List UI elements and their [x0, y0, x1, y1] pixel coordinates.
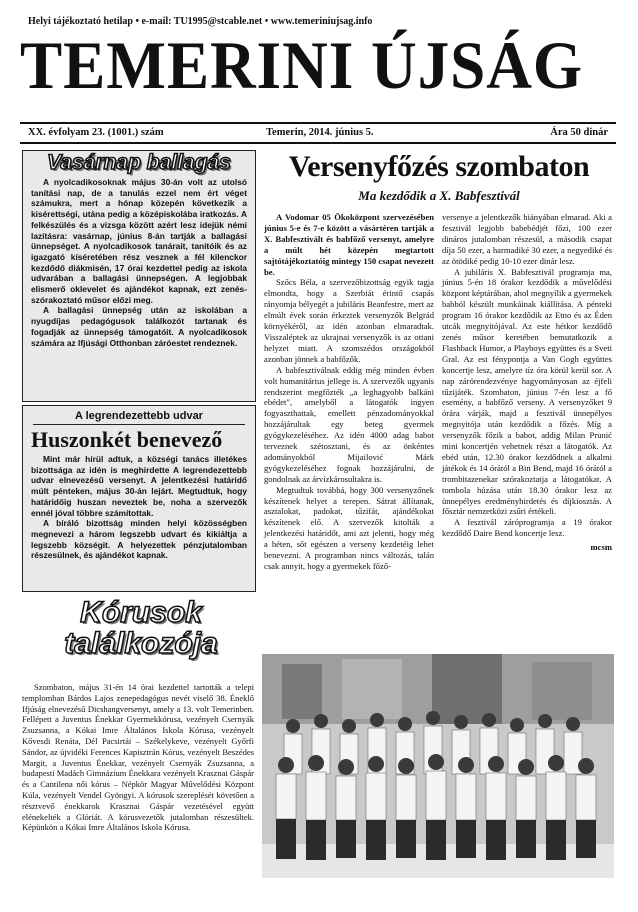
versenyfozes-subtitle: Ma kezdődik a X. Babfesztivál	[358, 188, 520, 203]
ballagas-text	[23, 175, 255, 348]
article-paragraph: A fesztivál záróprogramja a 19 órakor kezdődő Daire Bend koncertje lesz.	[442, 517, 612, 539]
masthead-tagline: Helyi tájékoztató hetilap • e-mail: TU1995@stcable.net • www.temeriniujsag.info	[28, 16, 373, 27]
choir-photo-illustration	[262, 654, 614, 878]
korusok-title-line1: Kórusok	[80, 596, 202, 629]
versenyfozes-col1	[264, 212, 434, 572]
lead-paragraph: A Vodomar 05 Ökoközpont szervezésében június 5-e és 7-e között a vásártéren tartják a X. Babfesztivált és babfőző versenyt, amelyre a múlt hét közepén megtartott sajtótájékoztatóig mintegy 150 csapat nevezett be.	[264, 212, 434, 277]
udvar-paragraph: Mint már hírül adtuk, a községi tanács illetékes bizottsága az idén is meghirdette A legrendezettebb udvar elnevezésű versenyt. A jelentkezési határidő múlt pénteken, május 30-án lejárt. Megtudtuk, hogy határidőig huszan neveztek be, noha a szervezők ennél jóval többre számítottak.	[31, 454, 247, 518]
article-paragraph: A jubiláris X. Babfesztivál programja ma, június 5-én 18 órakor kezdődik a művelődési központ képtárában, ahol megnyílik a gyermekek babból készült munkáinak kiállítása. A pénteki program 16 órakor kezdődik az Etno és az Éden utcák megnyitójával. Az este hétkor kezdődő zenés műsor keretében bemutatkozik a Flashback Humor, a Playboys együttes és a Sveti Gral. Az est fénypontja a Van Gogh együttes koncertje lesz, amelyre tíz óra körül kerül sor. A nap zárórendezvénye hagyományosan az éjfeli tűzijáték. Szombaton, június 7-én lesz a fő esemény, a babfőző verseny. A versenyzőket 9 órára várják, majd a fesztivál ünnepélyes megnyitója után kezdődik a főzés. Míg a versenyzők főzik a babot, addig Milan Prunić mini koncertjén vehetnek részt a látogatók. Az ebéd után, 12.30 órakor kezdődnek a alkalmi játékok és 14 órától a Bin Bend, majd 16 órától a trombitazenekar szórakoztatja a látogatókat. A tombola húzása után 18.30 órakor lesz az ünnepélyes eredményhirdetés és díjkiosztás. A fősztár nemzetközi zsűri értékeli.	[442, 266, 612, 517]
article-paragraph: Megtudtuk továbbá, hogy 300 versenyzőnek készítenek helyet a terepen. Sátrat állítanak, asztalokat, padokat, tűzifát, ajándékokat készítenek elő. A szervezők kitolták a jelentkezési határidőt, ami azt jelenti, hogy még a héten, sőt egészen a verseny kezdetéig lehet benevezni. A programban nincs változás, talán csak annyit, hogy a gyermekek főző-	[264, 484, 434, 571]
udvar-paragraph: A bíráló bizottság minden helyi közösségben megnevezi a három legszebb udvart és kikiáltja a legszebb községit. A helyezettek pénzjutalomban részesülnek, és ajándékot kapnak.	[31, 518, 247, 561]
udvar-kicker: A legrendezettebb udvar	[33, 410, 245, 425]
udvar-box	[22, 405, 256, 592]
udvar-title: Huszonkét benevező	[31, 427, 223, 452]
issue-date: Temerin, 2014. június 5.	[266, 127, 374, 138]
korusok-text	[22, 682, 254, 833]
issue-number: XX. évfolyam 23. (1001.) szám	[28, 127, 164, 138]
ballagas-paragraph: A ballagási ünnepség után az iskolában a nyugdíjas pedagógusok találkozót tartanak és fogadják az ünnepség támogatóit. A nyolcadikosok számára az Ifjúsági Otthonban záróestet rendeznek.	[31, 305, 247, 348]
article-paragraph: A babfesztiválnak eddig még minden évben volt humanitárius jellege is. A szervezők ugyanis rendszerint megfőzték „a leghagyobb balkáni ebédet", amelyből a látogatók ingyen fogyaszthattak, emellett pénzadományokkal hozzájárultak egy beteg gyermek gyógykezeléséhez. Az idén 4000 adag babot terveznek szétosztani, és az önkéntes adományokból Mijailović Márk gyógykezeléséhez fognak hozzájárulni, de gondolnak az árvízkárosultakra is.	[264, 364, 434, 484]
udvar-text	[23, 454, 255, 561]
ballagas-paragraph: A nyolcadikosoknak május 30-án volt az utolsó tanítási nap, de a tanulás ezzel nem ért véget számukra, mert a hónap közepén következik a kisérettségi, utána pedig a középiskolába iratkozás. A felkészülés és a vizsga között azért lesz idejük némi lazításra: vasárnap, június 8-án tartják a ballagási ünnepséget. A nyolcadikosok tanárait, tanítóik és az igazgató kíséretében rész vesznek a fél kilenckor kezdődő diákmisén, 17 órai kezdettel pedig az iskola udvarában a ballagási ünnepségen. A legjobbak elismerő oklevelet és ajándékot kapnak, ezt zenés-szórakoztató műsor előzi meg.	[31, 177, 247, 305]
article-paragraph: versenye a jelentkezők hiányában elmarad. Aki a fesztivál legjobb babebédjét főzi, 100 ezer dináros jutalomban részesül, a második csapat díja 50 ezer, a harmadiké 30 ezer, a negyediké és az ötödiké pedig 10-10 ezer dinár lesz.	[442, 212, 612, 266]
choir-photo	[262, 654, 614, 878]
issue-price: Ára 50 dinár	[550, 127, 608, 138]
korusok-title-line2: találkozója	[64, 627, 218, 660]
ballagas-title: Vasárnap ballagás	[47, 151, 231, 174]
ballagas-box	[22, 150, 256, 402]
masthead-title: TEMERINI ÚJSÁG	[20, 27, 583, 103]
issue-bar	[20, 122, 616, 144]
korusok-paragraph: Szombaton, május 31-én 14 órai kezdettel tartották a telepi templomban Bárdos Lajos zenepedagógus nevét viselő 38. Éneklő Ifjúság elnevezésű Dicshangversenyt, amely a 13. volt Temerinben. Fellépett a Juventus Énekkar Gyermekkórusa, vezényelt Csernyák Zsuzsanna, a Kókai Imre Általános Iskola Kórusa, vezényelt Kővesdi Renáta, Dél Pacsirtái – Székelykeve, vezényelt Győrfi Sándor, az újvidéki Ferences Kapisztrán Kórus, vezényelt Beszédes Margit, a Juventus Énekkar, vezényelt Csernyák Zsuzsanna, a budapesti Madách Gimnázium Énekkara vezényelt Krasznai Gáspár és a Cantilena női kórus – Népkör Magyar Művelődési Központ Kúla, vezényelt Vendel Gyöngyi. A kórusok szereplését követően a résztvevő énekkarok Krasznai Gáspár vezetésével együtt elénekelték a Glóriát. A kórusvezetők jutalomban részesültek. Képünkön a Kókai Imre Általános Iskola Kórusa.	[22, 682, 254, 833]
article-paragraph: Szőcs Béla, a szervezőbizottság egyik tagja elmondta, hogy a Szerbiát érintő csapás rányomja bélyegét a jubiláris Beanfestre, mert az elmúlt évek során érkeztek versenyzők Belgrád környékéről, az idén azonban elmaradtak. Visszaléptek az ukrajnai versenyzők is az ottani helyzet miatt. A szomszédos országokból azonban jönnek a babfőzők.	[264, 277, 434, 364]
article-signature: mcsm	[590, 542, 612, 553]
versenyfozes-headline: Versenyfőzés szombaton	[288, 150, 590, 183]
versenyfozes-col2	[442, 212, 612, 553]
